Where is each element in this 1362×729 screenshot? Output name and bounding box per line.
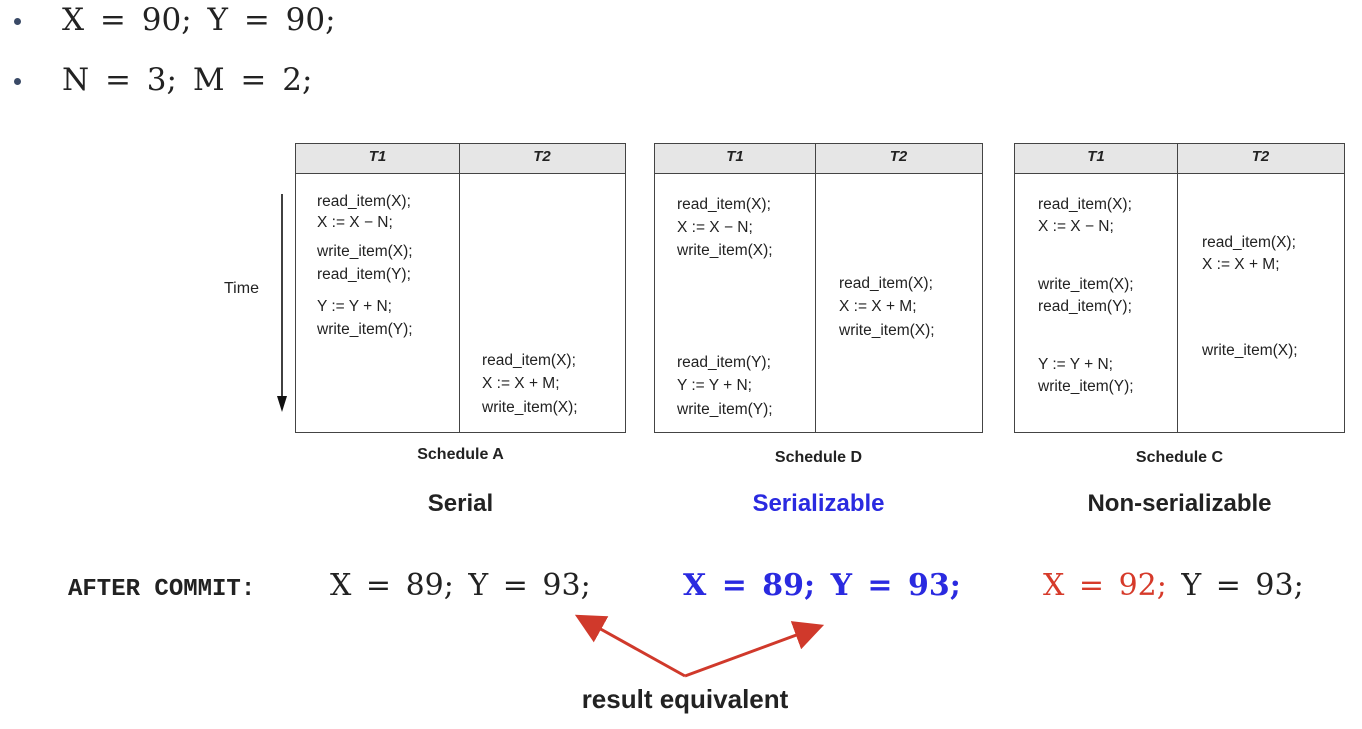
schedule-a-t1-op: write_item(X); [317,243,413,260]
schedule-d-t1-op: read_item(X); [677,196,771,213]
schedule-d-t2-op: read_item(X); [839,275,933,292]
schedule-c-result [1043,568,1304,603]
schedule-a-category: Serial [427,490,494,517]
schedule-a-t1-header: T1 [368,148,387,165]
schedule-c-t1-op: read_item(X); [1038,196,1132,213]
schedule-d-t1-op: write_item(Y); [677,401,773,418]
schedule-c-t1-op: write_item(Y); [1038,378,1134,395]
bullet-dot-icon [14,18,21,25]
schedule-d-category: Serializable [752,490,885,517]
schedule-a-t2-header: T2 [533,148,551,165]
schedule-a-t1-op: read_item(Y); [317,266,411,283]
schedule-c-category: Non-serializable [1087,490,1272,517]
schedule-c-t2-op: X := X + M; [1202,256,1280,273]
initial-values-formula: X = 90; Y = 90; [62,2,336,38]
schedule-a-t2-op: X := X + M; [482,375,560,392]
schedule-c-t1-op: write_item(X); [1038,276,1134,293]
schedule-a-divider [459,144,460,432]
schedule-a-t1-op: X := X − N; [317,214,393,231]
bullet-dot-icon [14,78,21,85]
schedule-a-t1-op: read_item(X); [317,193,411,210]
result-equivalent-note: result equivalent [581,684,789,714]
schedule-d-result: X = 89; Y = 93; [683,568,961,603]
schedule-a-caption: Schedule A [417,446,504,463]
schedule-c-caption: Schedule C [1135,449,1224,466]
bullet-parameters [14,64,414,104]
schedule-c-t1-op: Y := Y + N; [1038,356,1113,373]
schedule-a-t1-op: Y := Y + N; [317,298,392,315]
schedule-d-t2-op: write_item(X); [839,322,935,339]
schedule-c-t1-header: T1 [1087,148,1105,165]
schedule-d-caption: Schedule D [774,449,863,466]
schedule-a-t1-op: write_item(Y); [317,321,413,338]
schedule-c-t2-op: read_item(X); [1202,234,1296,251]
schedule-d-table [654,143,983,433]
equivalence-arrows-icon [570,612,830,684]
time-arrow-icon [272,192,292,414]
schedule-d-t2-header: T2 [889,148,908,165]
schedule-d-divider [815,144,816,432]
schedule-d-t1-op: read_item(Y); [677,354,771,371]
schedule-d-t1-op: X := X − N; [677,219,753,236]
time-label: Time [224,280,259,297]
schedule-d-t1-op: Y := Y + N; [677,377,752,394]
parameters-formula: N = 3; M = 2; [62,62,313,98]
schedule-a-t2-op: read_item(X); [482,352,576,369]
schedule-a-t2-op: write_item(X); [482,399,578,416]
after-commit-label: AFTER COMMIT: [68,576,256,603]
schedule-c-divider [1177,144,1178,432]
schedule-c-t1-op: X := X − N; [1038,218,1114,235]
schedule-c-t1-op: read_item(Y); [1038,298,1132,315]
schedule-d-t1-op: write_item(X); [677,242,773,259]
schedule-c-result-x: X = 92; [1043,568,1167,603]
schedule-c-t2-header: T2 [1251,148,1270,165]
schedule-a-table [295,143,626,433]
schedule-c-t2-op: write_item(X); [1202,342,1298,359]
schedule-d-t1-header: T1 [726,148,744,165]
schedule-c-result-y: Y = 93; [1181,568,1304,603]
schedule-a-result: X = 89; Y = 93; [330,568,591,603]
bullet-initial-values [14,4,414,44]
schedule-c-table [1014,143,1345,433]
schedule-d-t2-op: X := X + M; [839,298,917,315]
